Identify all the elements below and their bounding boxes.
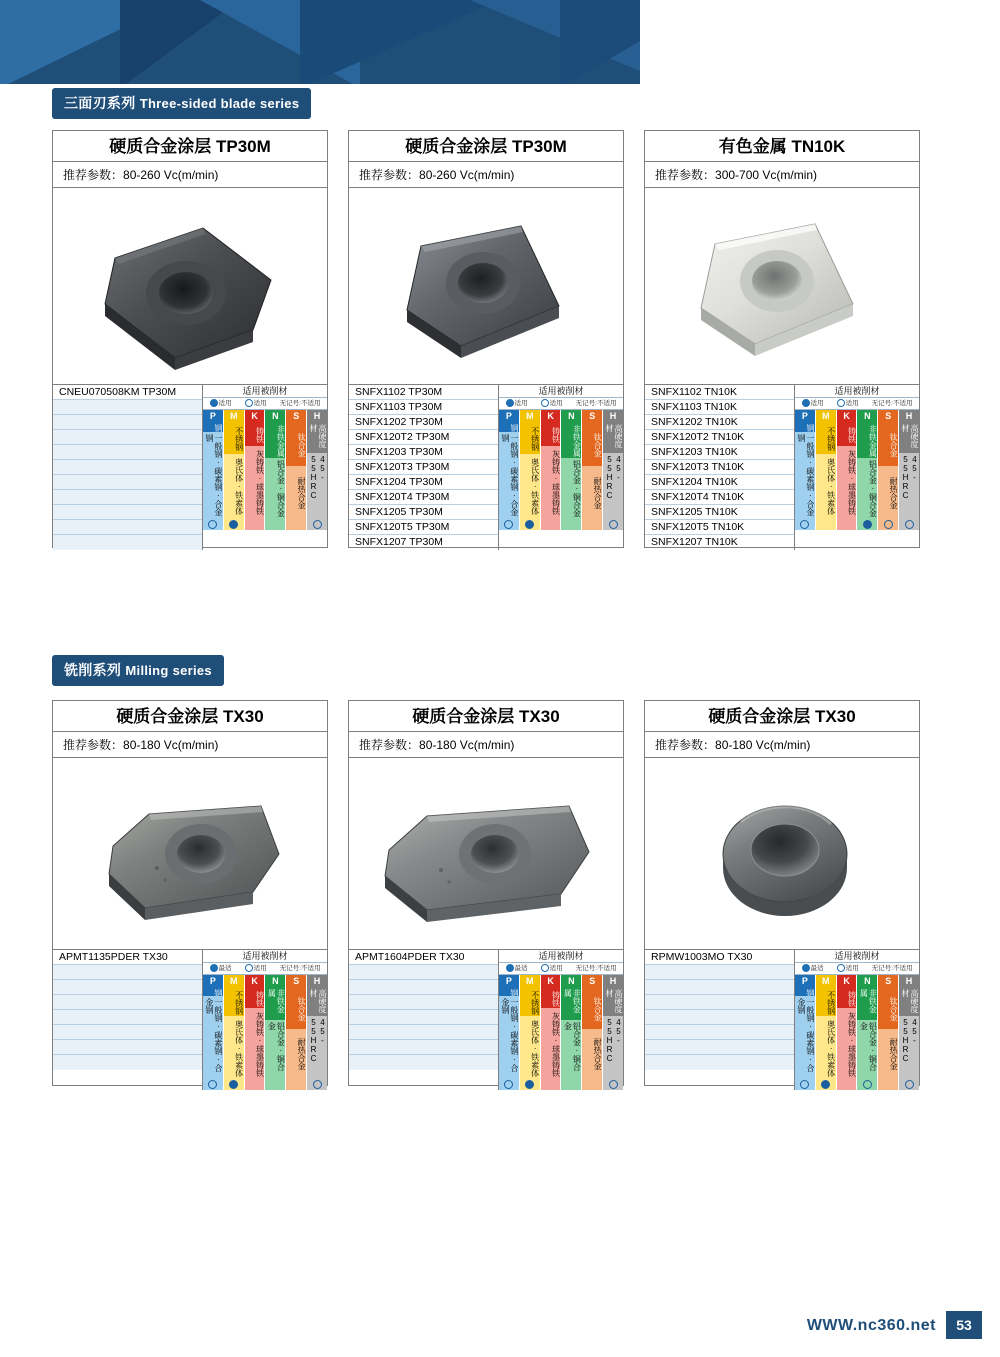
appl-col-H: H 高硬度材 45-55HRC <box>307 410 327 530</box>
card-title: 硬质合金涂层 TX30 <box>645 701 919 732</box>
list-item <box>349 965 498 980</box>
list-item <box>645 1055 794 1070</box>
legend-best: 最适 <box>506 963 528 975</box>
list-item <box>645 1025 794 1040</box>
appl-col-K: K 铸铁 灰铸铁·球墨铸铁 <box>541 975 562 1090</box>
list-item <box>349 995 498 1010</box>
list-item <box>349 1010 498 1025</box>
appl-col-P: P 钢 一般钢·碳素钢·合金钢 <box>795 410 816 530</box>
appl-col-H: H 高硬度材 45-55HRC <box>899 410 919 530</box>
card-bottom <box>53 949 327 1090</box>
appl-col-P: P 钢 一般钢·碳素钢·合金钢 <box>203 410 224 530</box>
appl-mark-H <box>307 1080 327 1090</box>
appl-mark-S <box>878 1078 898 1090</box>
applicability-chart <box>795 385 919 550</box>
list-item <box>53 995 202 1010</box>
legend-good: 适用 <box>837 398 859 410</box>
appl-col-H: H 高硬度材 45-55HRC <box>603 410 623 530</box>
applicability-grid <box>795 410 919 530</box>
appl-col-N: N 非铁金属 铝合金·铜合金 <box>561 410 582 530</box>
list-item <box>349 1025 498 1040</box>
list-item[interactable]: SNFX120T4 TN10K <box>645 490 794 505</box>
applicability-grid <box>499 410 623 530</box>
appl-col-S: S 钛合金 耐热合金 <box>582 975 603 1090</box>
list-item <box>53 490 202 505</box>
section-label-en: Milling series <box>125 663 212 678</box>
appl-col-M: M 不锈钢 奥氏体·铁素体 <box>224 410 245 530</box>
legend-good: 适用 <box>837 963 859 975</box>
list-item <box>645 965 794 980</box>
appl-col-K: K 铸铁 灰铸铁·球墨铸铁 <box>837 975 858 1090</box>
list-item <box>53 445 202 460</box>
product-card-snfx-tn10k[interactable] <box>644 130 920 548</box>
product-card-rpmw1003mo[interactable] <box>644 700 920 1086</box>
model-list <box>349 950 499 1090</box>
applicability-title: 适用被削材 <box>203 950 327 963</box>
apmt-wide-insert-icon <box>349 758 625 949</box>
list-item <box>645 1010 794 1025</box>
list-item[interactable]: SNFX120T5 TN10K <box>645 520 794 535</box>
card-bottom <box>349 384 623 550</box>
model-list <box>645 950 795 1090</box>
applicability-chart <box>499 950 623 1090</box>
list-item[interactable]: CNEU070508KM TP30M <box>53 385 202 400</box>
list-item[interactable]: SNFX1205 TP30M <box>349 505 498 520</box>
list-item[interactable]: SNFX1204 TP30M <box>349 475 498 490</box>
applicability-title: 适用被削材 <box>795 950 919 963</box>
card-insert-image <box>349 188 623 384</box>
appl-col-M: M 不锈钢 奥氏体·铁素体 <box>816 975 837 1090</box>
card-bottom <box>53 384 327 550</box>
applicability-chart <box>795 950 919 1090</box>
card-insert-image <box>645 758 919 949</box>
appl-mark-H <box>603 519 623 530</box>
appl-mark-H <box>603 1080 623 1090</box>
list-item <box>53 1010 202 1025</box>
list-item[interactable]: APMT1135PDER TX30 <box>53 950 202 965</box>
appl-mark-P <box>203 519 223 530</box>
banner-shape-6 <box>640 0 1000 88</box>
list-item[interactable]: SNFX120T3 TP30M <box>349 460 498 475</box>
legend-best: 适用 <box>506 398 528 410</box>
product-card-snfx-tp30m[interactable] <box>348 130 624 548</box>
appl-col-M: M 不锈钢 奥氏体·铁素体 <box>816 410 837 530</box>
appl-col-M: M 不锈钢 奥氏体·铁素体 <box>520 975 541 1090</box>
list-item <box>53 980 202 995</box>
appl-col-P: P 钢 一般钢·碳素钢·合金钢 <box>499 975 520 1090</box>
applicability-chart <box>203 950 327 1090</box>
legend-na: 无记号:不适用 <box>871 399 913 407</box>
model-list <box>349 385 499 550</box>
list-item[interactable]: SNFX1203 TN10K <box>645 445 794 460</box>
list-item[interactable]: SNFX1204 TN10K <box>645 475 794 490</box>
appl-col-S: S 钛合金 耐热合金 <box>582 410 603 530</box>
list-item[interactable]: SNFX1202 TN10K <box>645 415 794 430</box>
legend-best: 最适 <box>210 963 232 975</box>
appl-col-N: N 非铁金属 铝合金·铜合金 <box>857 975 878 1090</box>
list-item[interactable]: SNFX120T2 TN10K <box>645 430 794 445</box>
footer-website-url[interactable]: WWW.nc360.net <box>806 1317 936 1334</box>
applicability-title: 适用被削材 <box>203 385 327 398</box>
appl-mark-N <box>561 518 581 530</box>
legend-good: 适用 <box>245 963 267 975</box>
appl-col-K: K 铸铁 灰铸铁·球墨铸铁 <box>245 410 266 530</box>
appl-mark-M <box>224 518 244 530</box>
appl-col-K: K 铸铁 灰铸铁·球墨铸铁 <box>541 410 562 530</box>
applicability-grid <box>203 975 327 1090</box>
appl-mark-H <box>899 1080 919 1090</box>
appl-mark-K <box>541 518 561 530</box>
appl-mark-P <box>499 1079 519 1090</box>
legend-good: 适用 <box>245 398 267 410</box>
list-item[interactable]: SNFX1207 TP30M <box>355 536 443 548</box>
list-item <box>349 1040 498 1055</box>
card-params: 推荐参数：300-700 Vc(m/min) <box>645 162 919 188</box>
appl-mark-S <box>286 1078 306 1090</box>
list-item <box>53 520 202 535</box>
card-insert-image <box>645 188 919 384</box>
list-item <box>53 430 202 445</box>
legend-best: 适用 <box>210 398 232 410</box>
list-item <box>349 980 498 995</box>
applicability-legend <box>203 963 327 975</box>
appl-col-M: M 不锈钢 奥氏体·铁素体 <box>520 410 541 530</box>
appl-mark-K <box>245 1078 265 1090</box>
card-params: 推荐参数：80-180 Vc(m/min) <box>645 732 919 758</box>
list-item <box>53 965 202 980</box>
appl-mark-S <box>286 518 306 530</box>
appl-mark-P <box>795 1079 815 1090</box>
model-list <box>645 385 795 550</box>
list-item[interactable]: APMT1604PDER TX30 <box>349 950 498 965</box>
list-item[interactable]: SNFX1202 TP30M <box>349 415 498 430</box>
appl-mark-M <box>520 1078 540 1090</box>
card-insert-image <box>53 188 327 384</box>
appl-col-H: H 高硬度材 45-55HRC <box>899 975 919 1090</box>
apmt-insert-icon <box>53 758 329 949</box>
list-item <box>645 980 794 995</box>
appl-mark-K <box>541 1078 561 1090</box>
list-item[interactable]: SNFX1203 TP30M <box>349 445 498 460</box>
legend-na: 无记号:不适用 <box>279 399 321 407</box>
appl-col-S: S 钛合金 耐热合金 <box>286 410 307 530</box>
list-item[interactable]: SNFX120T2 TP30M <box>349 430 498 445</box>
appl-col-N: N 非铁金属 铝合金·铜合金 <box>265 975 286 1090</box>
appl-col-N: N 非铁金属 铝合金·铜合金 <box>857 410 878 530</box>
appl-col-S: S 钛合金 耐热合金 <box>878 975 899 1090</box>
appl-col-K: K 铸铁 灰铸铁·球墨铸铁 <box>245 975 266 1090</box>
applicability-chart <box>499 385 623 550</box>
applicability-chart <box>203 385 327 550</box>
list-item <box>645 995 794 1010</box>
model-list <box>53 950 203 1090</box>
section-label-cn: 三面刃系列 <box>64 95 136 111</box>
legend-best: 最适 <box>802 963 824 975</box>
product-card-apmt1135pder[interactable] <box>52 700 328 1086</box>
applicability-grid <box>203 410 327 530</box>
appl-mark-N <box>265 518 285 530</box>
appl-mark-M <box>520 518 540 530</box>
appl-mark-N <box>857 1078 877 1090</box>
appl-col-H: H 高硬度材 45-55HRC <box>603 975 623 1090</box>
section-label-milling <box>52 655 224 686</box>
card-title: 硬质合金涂层 TX30 <box>53 701 327 732</box>
appl-mark-S <box>582 518 602 530</box>
card-title: 硬质合金涂层 TX30 <box>349 701 623 732</box>
list-item[interactable]: SNFX1205 TN10K <box>645 505 794 520</box>
appl-mark-N <box>857 518 877 530</box>
appl-mark-K <box>245 518 265 530</box>
list-item[interactable]: SNFX1102 TP30M <box>349 385 498 400</box>
appl-mark-K <box>837 518 857 530</box>
list-item <box>53 400 202 415</box>
appl-col-P: P 钢 一般钢·碳素钢·合金钢 <box>795 975 816 1090</box>
appl-mark-P <box>203 1079 223 1090</box>
card-title: 硬质合金涂层 TP30M <box>53 131 327 162</box>
applicability-grid <box>499 975 623 1090</box>
list-item[interactable]: SNFX1103 TN10K <box>645 400 794 415</box>
legend-na: 无记号:不适用 <box>575 399 617 407</box>
list-item <box>645 1040 794 1055</box>
snfx-insert-icon <box>349 188 625 384</box>
card-params: 推荐参数：80-260 Vc(m/min) <box>53 162 327 188</box>
applicability-title: 适用被削材 <box>795 385 919 398</box>
appl-mark-S <box>582 1078 602 1090</box>
list-item <box>53 460 202 475</box>
list-item <box>53 1055 202 1070</box>
appl-col-M: M 不锈钢 奥氏体·铁素体 <box>224 975 245 1090</box>
list-item[interactable]: SNFX120T4 TP30M <box>349 490 498 505</box>
appl-mark-H <box>899 519 919 530</box>
card-bottom <box>645 949 919 1090</box>
appl-col-P: P 钢 一般钢·碳素钢·合金钢 <box>499 410 520 530</box>
applicability-legend <box>795 398 919 410</box>
list-item <box>53 535 202 550</box>
section-label-three-sided <box>52 88 311 119</box>
list-item <box>53 415 202 430</box>
model-list <box>53 385 203 550</box>
product-card-cneu070508km[interactable] <box>52 130 328 548</box>
applicability-legend <box>499 398 623 410</box>
appl-mark-M <box>816 1078 836 1090</box>
appl-mark-M <box>816 518 836 530</box>
legend-good: 适用 <box>541 398 563 410</box>
applicability-legend <box>795 963 919 975</box>
appl-col-P: P 钢 一般钢·碳素钢·合金钢 <box>203 975 224 1090</box>
appl-mark-N <box>561 1078 581 1090</box>
list-item[interactable]: SNFX1103 TP30M <box>349 400 498 415</box>
appl-mark-H <box>307 519 327 530</box>
legend-na: 无记号:不适用 <box>871 964 913 972</box>
card-title: 有色金属 TN10K <box>645 131 919 162</box>
card-insert-image <box>349 758 623 949</box>
applicability-legend <box>203 398 327 410</box>
section-label-en: Three-sided blade series <box>139 96 300 111</box>
legend-na: 无记号:不适用 <box>575 964 617 972</box>
list-item <box>53 1040 202 1055</box>
legend-na: 无记号:不适用 <box>279 964 321 972</box>
appl-col-K: K 铸铁 灰铸铁·球墨铸铁 <box>837 410 858 530</box>
list-item <box>53 475 202 490</box>
appl-mark-M <box>224 1078 244 1090</box>
list-item[interactable]: RPMW1003MO TX30 <box>645 950 794 965</box>
applicability-grid <box>795 975 919 1090</box>
card-params: 推荐参数：80-180 Vc(m/min) <box>349 732 623 758</box>
list-item[interactable]: SNFX120T5 TP30M <box>349 520 498 535</box>
card-params: 推荐参数：80-180 Vc(m/min) <box>53 732 327 758</box>
cneu-insert-icon <box>53 188 329 384</box>
applicability-title: 适用被削材 <box>499 950 623 963</box>
appl-mark-S <box>878 518 898 530</box>
list-item[interactable]: SNFX1207 TN10K <box>651 536 738 548</box>
legend-good: 适用 <box>541 963 563 975</box>
appl-mark-P <box>795 519 815 530</box>
rpmw-insert-icon <box>645 758 921 949</box>
page-banner <box>0 0 1000 88</box>
card-bottom <box>645 384 919 550</box>
list-item <box>53 505 202 520</box>
list-item[interactable]: SNFX1102 TN10K <box>645 385 794 400</box>
appl-mark-K <box>837 1078 857 1090</box>
section-label-cn: 铣削系列 <box>64 662 122 678</box>
appl-mark-P <box>499 519 519 530</box>
applicability-title: 适用被削材 <box>499 385 623 398</box>
list-item[interactable]: SNFX120T3 TN10K <box>645 460 794 475</box>
product-card-apmt1604pder[interactable] <box>348 700 624 1086</box>
list-item <box>53 1025 202 1040</box>
appl-col-N: N 非铁金属 铝合金·铜合金 <box>265 410 286 530</box>
applicability-legend <box>499 963 623 975</box>
appl-col-N: N 非铁金属 铝合金·铜合金 <box>561 975 582 1090</box>
card-params: 推荐参数：80-260 Vc(m/min) <box>349 162 623 188</box>
appl-mark-N <box>265 1078 285 1090</box>
list-item <box>349 1055 498 1070</box>
appl-col-S: S 钛合金 耐热合金 <box>878 410 899 530</box>
appl-col-H: H 高硬度材 45-55HRC <box>307 975 327 1090</box>
card-insert-image <box>53 758 327 949</box>
snfx-light-insert-icon <box>645 188 921 384</box>
legend-best: 适用 <box>802 398 824 410</box>
card-bottom <box>349 949 623 1090</box>
appl-col-S: S 钛合金 耐热合金 <box>286 975 307 1090</box>
card-title: 硬质合金涂层 TP30M <box>349 131 623 162</box>
page-number: 53 <box>946 1311 982 1339</box>
